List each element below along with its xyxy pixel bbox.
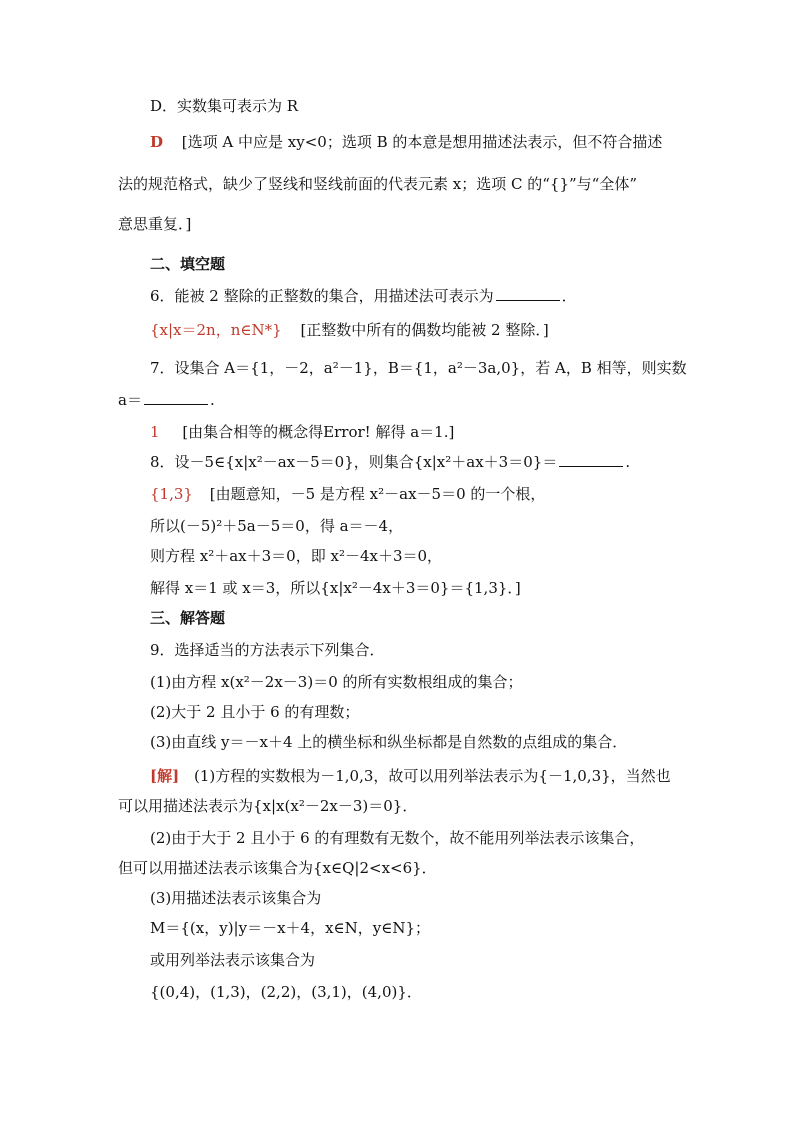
section-fill-blank: 二、填空题 xyxy=(150,255,226,273)
solution-3-line1: (3)用描述法表示该集合为 xyxy=(150,889,322,907)
answer-5-letter: D xyxy=(150,133,164,151)
question-7-a: a＝ xyxy=(118,391,142,409)
question-6 xyxy=(150,286,577,306)
question-8-text: 8．设－5∈{x|x²－ax－5＝0}，则集合{x|x²＋ax＋3＝0}＝ xyxy=(150,453,558,471)
question-9: 9．选择适当的方法表示下列集合． xyxy=(150,641,385,659)
answer-7 xyxy=(150,422,454,442)
answer-8-value: {1,3} xyxy=(150,485,193,503)
answer-5-line3: 意思重复．] xyxy=(118,215,192,233)
question-9-3: (3)由直线 y＝－x＋4 上的横坐标和纵坐标都是自然数的点组成的集合． xyxy=(150,733,628,751)
question-9-1: (1)由方程 x(x²－2x－3)＝0 的所有实数根组成的集合； xyxy=(150,673,523,691)
question-9-2: (2)大于 2 且小于 6 的有理数； xyxy=(150,703,360,721)
solution-1-line1 xyxy=(150,766,671,786)
answer-5-line2: 法的规范格式，缺少了竖线和竖线前面的代表元素 x；选项 C 的“{}”与“全体” xyxy=(118,175,638,193)
answer-8-explain: [由题意知，－5 是方程 x²－ax－5＝0 的一个根， xyxy=(209,485,546,503)
question-6-text: 6．能被 2 整除的正整数的集合，用描述法可表示为 xyxy=(150,287,494,305)
answer-8-line2: 所以(－5)²＋5a－5＝0，得 a＝－4， xyxy=(150,517,404,535)
answer-6 xyxy=(150,320,549,340)
answer-blank xyxy=(496,286,560,301)
solution-3-line4: {(0,4)，(1,3)，(2,2)，(3,1)，(4,0)}． xyxy=(150,983,422,1001)
solution-2-line2: 但可以用描述法表示该集合为{x∈Q|2<x<6}． xyxy=(118,859,437,877)
answer-6-value: {x|x＝2n，n∈N*} xyxy=(150,321,282,339)
solution-2-line1: (2)由于大于 2 且小于 6 的有理数有无数个，故不能用列举法表示该集合， xyxy=(150,829,645,847)
solution-1-line2: 可以用描述法表示为{x|x(x²－2x－3)＝0}． xyxy=(118,797,418,815)
section-solve: 三、解答题 xyxy=(150,609,226,627)
answer-8-line3: 则方程 x²＋ax＋3＝0，即 x²－4x＋3＝0， xyxy=(150,547,443,565)
answer-5-explain: [选项 A 中应是 xy<0；选项 B 的本意是想用描述法表示，但不符合描述 xyxy=(181,133,663,151)
question-7-line1: 7．设集合 A＝{1，－2，a²－1}，B＝{1，a²－3a,0}，若 A，B 相等，则实数 xyxy=(150,359,687,377)
option-d: D．实数集可表示为 R xyxy=(150,97,299,115)
solution-3-line2: M＝{(x，y)|y＝－x＋4，x∈N，y∈N}； xyxy=(150,919,431,937)
question-8 xyxy=(150,452,630,472)
question-7-end: . xyxy=(209,391,215,409)
answer-blank xyxy=(559,452,623,467)
answer-8-line1 xyxy=(150,484,545,504)
answer-7-value: 1 xyxy=(150,423,160,441)
answer-6-explain: [正整数中所有的偶数均能被 2 整除．] xyxy=(300,321,549,339)
question-6-end: ． xyxy=(561,287,577,305)
answer-5-line1 xyxy=(150,132,662,152)
solution-3-line3: 或用列举法表示该集合为 xyxy=(150,951,316,969)
answer-8-line4: 解得 x＝1 或 x＝3，所以{x|x²－4x＋3＝0}＝{1,3}．] xyxy=(150,579,521,597)
answer-blank xyxy=(144,390,208,405)
answer-7-explain: [由集合相等的概念得Error! 解得 a＝1.] xyxy=(182,423,455,441)
solution-1-text: (1)方程的实数根为－1,0,3，故可以用列举法表示为{－1,0,3}，当然也 xyxy=(193,767,671,785)
question-7-line2 xyxy=(118,390,215,410)
solution-label: [解] xyxy=(150,767,180,785)
question-8-end: . xyxy=(625,453,631,471)
